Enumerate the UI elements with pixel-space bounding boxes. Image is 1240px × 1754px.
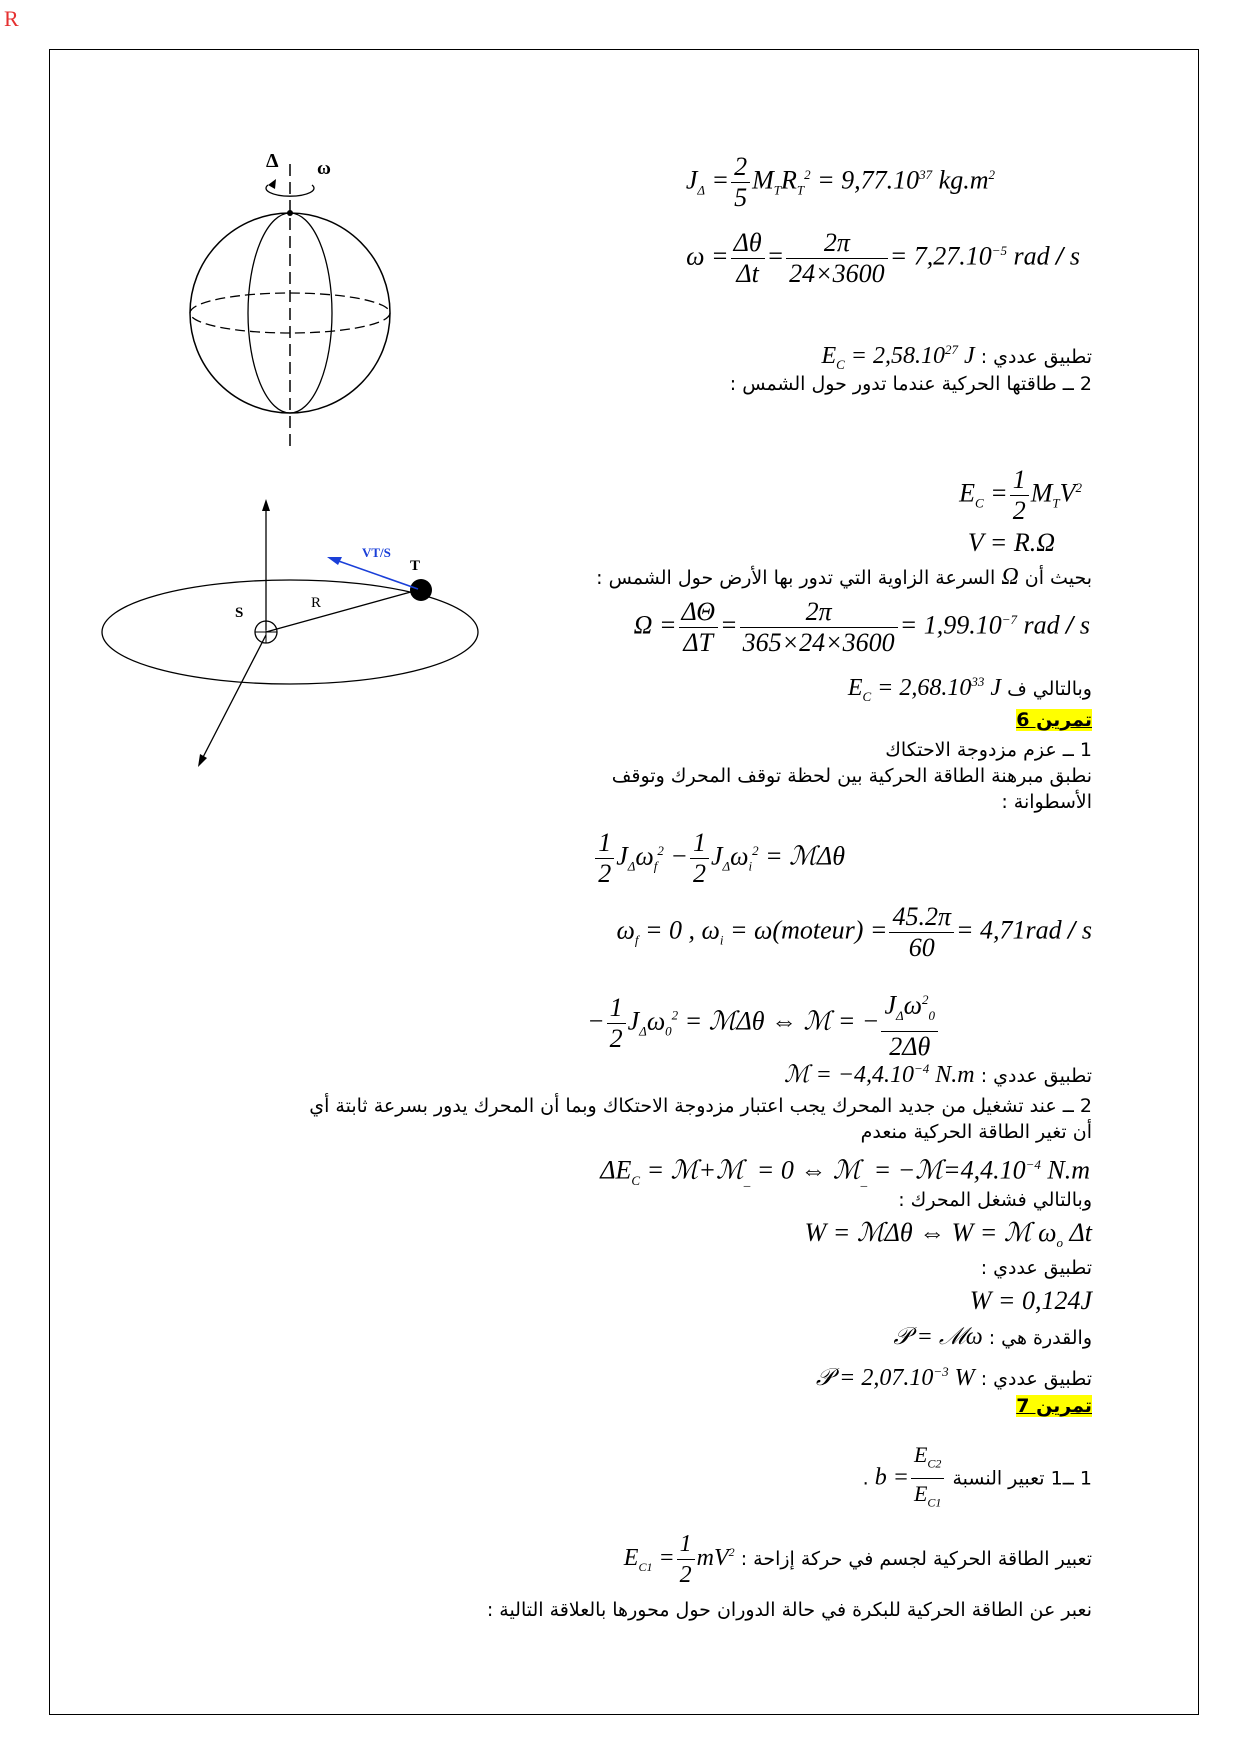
omega-label: ω xyxy=(317,158,331,179)
line-17: 1 ــ1 تعبير النسبة b = $\frac{E_{C2}}{E_{C1}}$ . xyxy=(862,1442,1092,1510)
line-3: بحيث أن Ω السرعة الزاوية التي تدور بها الأرض حول الشمس : xyxy=(596,564,1092,590)
line-10: 2 ــ عند تشغيل من جديد المحرك يجب اعتبار مزدوجة الاحتكاك وبما أن المحرك يدور بسرعة ثابتة أي xyxy=(309,1095,1092,1117)
axis-label: Δ xyxy=(266,150,279,172)
numeric-application-1: تطبيق عددي : $E_C = 2,58.10^{27}$ J xyxy=(821,342,1092,372)
line-19: نعبر عن الطاقة الحركية للبكرة في حالة الدوران حول محورها بالعلاقة التالية : xyxy=(486,1599,1092,1621)
eq-work: W = ℳΔθ ⇔ W = ℳ $\omega_o$ Δt xyxy=(804,1218,1092,1251)
exercise-6-title: تمرين 6 xyxy=(1016,709,1092,731)
numeric-application-2: تطبيق عددي : ℳ = $-4,4.10^{-4}$ N.m xyxy=(783,1061,1092,1088)
radius-label: R xyxy=(311,595,322,611)
line-14: والقدرة هي : 𝒫 = ℳω xyxy=(893,1324,1092,1350)
eq-kinetic-theorem: $\frac{1}{2}$ $J_\Delta\omega_f^2$ − $\frac{1}{2}$ $J_\Delta\omega_i^2$ = ℳΔθ xyxy=(593,828,845,889)
eq-omega-values: $\omega_f = 0$ , $\omega_i$ = ω(moteur) = $\frac{45.2\pi}{60}$ = 4,71rad / s xyxy=(616,902,1092,962)
line-2: 2 ــ طاقتها الحركية عندما تدور حول الشمس : xyxy=(729,373,1092,395)
velocity-label: VT/S xyxy=(362,545,391,560)
line-13: تطبيق عددي : xyxy=(980,1257,1092,1279)
eq-friction-moment: − $\frac{1}{2}$ $J_\Delta\omega_0^2$ = ℳΔθ ⇔ ℳ = − $\frac{J_\Delta\omega^2_0}{2\Delta\theta}$ xyxy=(587,985,940,1062)
sun-label: S xyxy=(235,605,244,621)
line-12: وبالتالي فشغل المحرك : xyxy=(898,1189,1092,1211)
line-6: 1 ــ عزم مزدوجة الاحتكاك xyxy=(885,739,1092,761)
eq-orbital-angular-velocity: Ω = $\frac{\Delta\Theta}{\Delta T}$ = $\frac{2\pi}{365\times 24\times 3600}$ = $1,99.10^{-7}$ rad / s xyxy=(633,597,1090,657)
numeric-application-3: تطبيق عددي : 𝒫 = $2,07.10^{-3}$ W xyxy=(815,1364,1092,1391)
eq-inertia-moment: $J_\Delta$ = $\frac{2}{5}$ $M_TR_T^2 = 9,77.10^{37}$ $kg.m^2$ xyxy=(685,152,995,212)
line-11: أن تغير الطاقة الحركية منعدم xyxy=(860,1121,1092,1143)
line-4: وبالتالي ف $E_C = 2,68.10^{33}$ J xyxy=(847,674,1092,704)
eq-kinetic-orbit: $E_C$ = $\frac{1}{2}$ $M_TV^2$ xyxy=(959,465,1082,525)
orbit-diagram xyxy=(80,495,480,770)
eq-velocity: V = R.Ω xyxy=(967,528,1055,557)
line-8: الأسطوانة : xyxy=(1001,791,1092,813)
eq-angular-velocity: ω = $\frac{\Delta\theta}{\Delta t}$ = $\frac{2\pi}{24\times 3600}$ = $7,27.10^{-5}$ rad / s xyxy=(686,228,1080,288)
line-18: تعبير الطاقة الحركية لجسم في حركة إزاحة : $E_{C1}$ = $\frac{1}{2}$ $mV^2$ xyxy=(623,1530,1092,1588)
earth-label: T xyxy=(410,558,421,574)
eq-work-value: W = 0,124J xyxy=(969,1286,1092,1315)
exercise-7-title: تمرين 7 xyxy=(1016,1395,1092,1417)
earth-diagram xyxy=(180,140,440,460)
line-7: نطبق مبرهنة الطاقة الحركية بين لحظة توقف المحرك وتوقف xyxy=(611,765,1092,787)
eq-energy-change: $\Delta E_C$ = ℳ+ℳ$_{\_}$ = 0 ⇔ ℳ$_{\_}$ = $-ℳ=4,4.10^{-4}$ N.m xyxy=(600,1155,1090,1188)
corner-mark: R xyxy=(4,6,19,31)
